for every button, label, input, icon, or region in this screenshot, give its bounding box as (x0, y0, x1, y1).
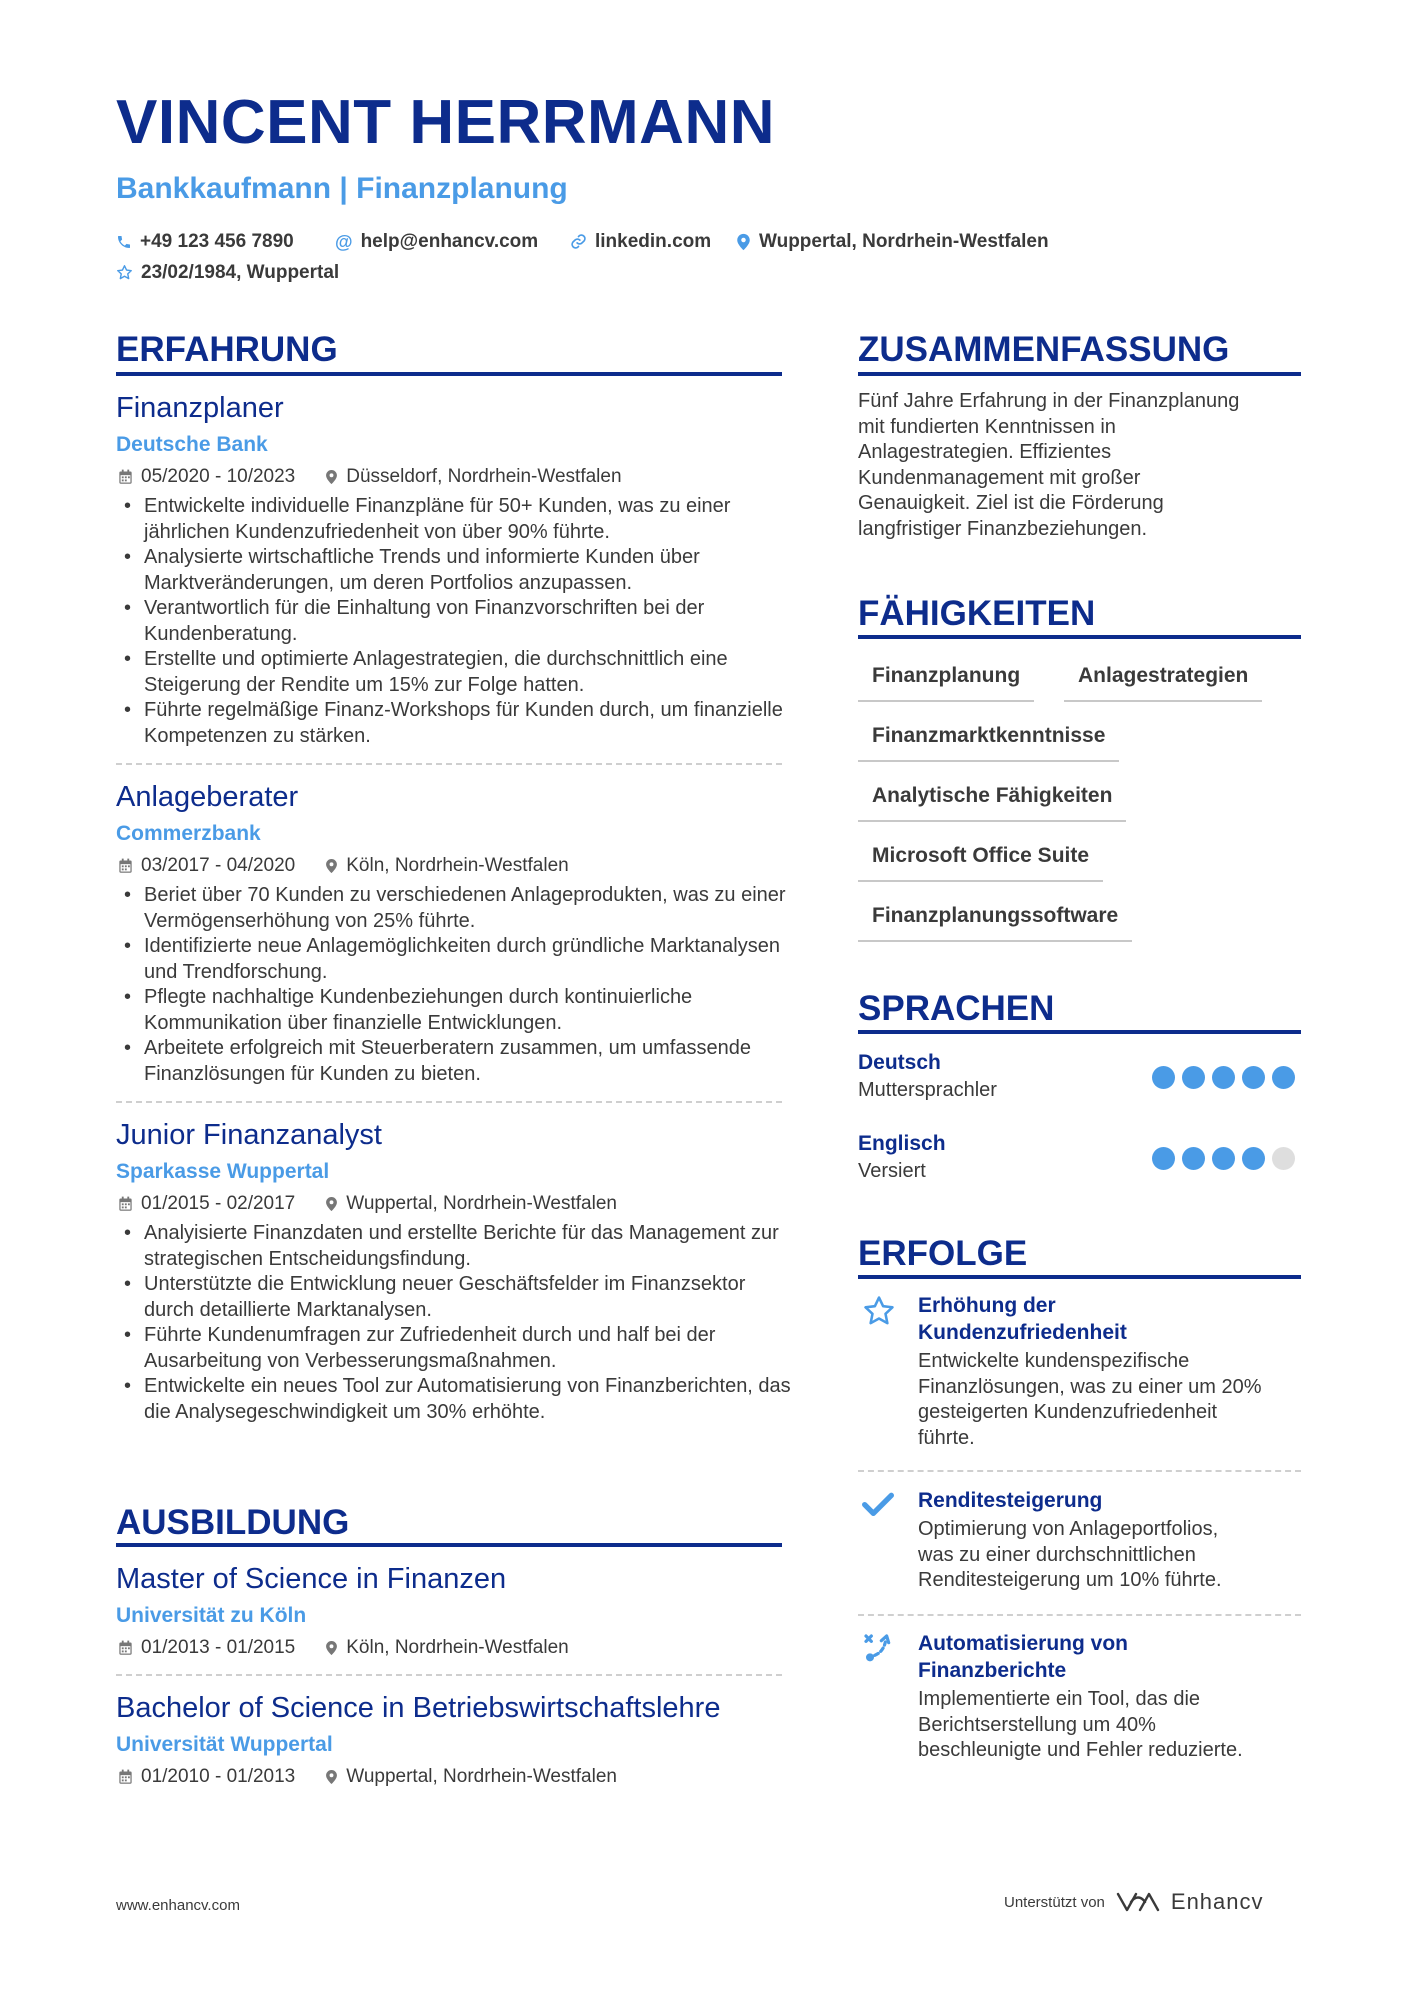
job-meta (118, 1194, 617, 1213)
bullet-item: • Arbeitete erfolgreich mit Steuerberatern zusammen, um umfassende Finanzlösungen für Kunden zu bieten. (116, 1036, 796, 1087)
degree-title: Bachelor of Science in Betriebswirtschaftslehre (116, 1692, 721, 1724)
phone-icon (116, 234, 132, 250)
star-icon (862, 1294, 896, 1328)
summary-line: langfristiger Finanzbeziehungen. (858, 517, 1148, 540)
achievement-text: Optimierung von Anlageportfolios, (918, 1518, 1219, 1540)
summary-rule (858, 372, 1301, 376)
experience-rule (116, 372, 782, 376)
rating-dot-filled (1242, 1066, 1265, 1089)
job-location: Düsseldorf, Nordrhein-Westfalen (346, 466, 622, 487)
map-pin-icon (325, 858, 338, 874)
enhancv-logo-icon (1115, 1890, 1161, 1914)
divider (116, 1674, 782, 1676)
job-title: Finanzplaner (116, 392, 284, 424)
experience-heading: ERFAHRUNG (116, 330, 338, 369)
rating-dot-filled (1182, 1066, 1205, 1089)
achievement-title: Renditesteigerung (918, 1489, 1103, 1512)
linkedin-text: linkedin.com (595, 231, 712, 252)
job-dates: 03/2017 - 04/2020 (141, 855, 296, 876)
language-name: Deutsch (858, 1051, 941, 1074)
skills-heading: FÄHIGKEITEN (858, 594, 1096, 633)
rating-dot-filled (1212, 1066, 1235, 1089)
bullet-item: • Pflegte nachhaltige Kundenbeziehungen durch kontinuierliche Kommunikation über finanzielle Entwicklungen. (116, 985, 796, 1036)
summary-line: Kundenmanagement mit großer (858, 466, 1141, 489)
calendar-icon (118, 1769, 133, 1785)
school-name: Universität Wuppertal (116, 1733, 333, 1756)
bullet-item: • Beriet über 70 Kunden zu verschiedenen Anlageprodukten, was zu einer Vermögenserhöhung von 25% führte. (116, 883, 796, 934)
achievement-text: was zu einer durchschnittlichen (918, 1543, 1196, 1566)
skill-tag: Finanzmarktkenntnisse (858, 725, 1119, 762)
at-icon: @ (335, 231, 353, 252)
job-bullets (116, 883, 796, 1087)
skill-tag: Finanzplanungssoftware (858, 905, 1132, 942)
language-rating (1152, 1066, 1295, 1089)
bullet-item: • Erstellte und optimierte Anlagestrategien, die durchschnittlich eine Steigerung der Rendite um 15% zur Folge hatten. (116, 647, 796, 698)
bullet-item: • Führte regelmäßige Finanz-Workshops für Kunden durch, um finanzielle Kompetenzen zu stärken. (116, 698, 796, 749)
job-dates: 05/2020 - 10/2023 (141, 466, 296, 487)
job-location: Wuppertal, Nordrhein-Westfalen (346, 1193, 617, 1214)
achievement-title: Erhöhung der (918, 1294, 1056, 1317)
bullet-item: • Entwickelte ein neues Tool zur Automatisierung von Finanzberichten, das die Analysegeschwindigkeit um 30% erhöhte. (116, 1374, 796, 1425)
summary-line: Fünf Jahre Erfahrung in der Finanzplanung (858, 390, 1240, 412)
contact-location (736, 232, 1049, 251)
bullet-item: • Verantwortlich für die Einhaltung von Finanzvorschriften bei der Kundenberatung. (116, 596, 796, 647)
contact-email[interactable] (335, 232, 538, 251)
achievements-heading: ERFOLGE (858, 1234, 1028, 1273)
education-location: Köln, Nordrhein-Westfalen (346, 1637, 569, 1658)
skill-tag: Anlagestrategien (1064, 665, 1262, 702)
achievement-text: beschleunigte und Fehler reduzierte. (918, 1739, 1243, 1761)
job-title: Anlageberater (116, 781, 299, 813)
job-bullets (116, 1221, 796, 1425)
calendar-icon (118, 1640, 133, 1656)
rating-dot-filled (1212, 1147, 1235, 1170)
job-location: Köln, Nordrhein-Westfalen (346, 855, 569, 876)
skill-tag: Analytische Fähigkeiten (858, 785, 1126, 822)
divider (858, 1470, 1301, 1472)
summary-line: mit fundierten Kenntnissen in (858, 415, 1116, 438)
location-text: Wuppertal, Nordrhein-Westfalen (759, 231, 1049, 252)
bullet-item: • Entwickelte individuelle Finanzpläne für 50+ Kunden, was zu einer jährlichen Kundenzufriedenheit von über 90% führte. (116, 494, 796, 545)
rating-dot-filled (1272, 1066, 1295, 1089)
brand-name: Enhancv (1170, 1889, 1264, 1914)
contact-birth (116, 263, 339, 282)
candidate-name: VINCENT HERRMANN (116, 88, 775, 157)
job-meta (118, 856, 569, 875)
languages-heading: SPRACHEN (858, 989, 1055, 1028)
divider (116, 763, 782, 765)
achievements-rule (858, 1275, 1301, 1279)
map-pin-icon (736, 233, 751, 251)
summary-text (858, 389, 1308, 542)
map-pin-icon (325, 1196, 338, 1212)
strategy-icon (862, 1632, 894, 1664)
education-meta (118, 1767, 617, 1786)
map-pin-icon (325, 1769, 338, 1785)
education-meta (118, 1638, 569, 1657)
link-icon (570, 233, 587, 250)
job-meta (118, 467, 622, 486)
education-rule (116, 1543, 782, 1547)
achievement-text: Entwickelte kundenspezifische (918, 1350, 1190, 1372)
map-pin-icon (325, 469, 338, 485)
birth-text: 23/02/1984, Wuppertal (141, 262, 340, 283)
phone-text: +49 123 456 7890 (140, 231, 294, 252)
job-title: Junior Finanzanalyst (116, 1119, 382, 1151)
rating-dot-filled (1182, 1147, 1205, 1170)
education-dates: 01/2013 - 01/2015 (141, 1637, 296, 1658)
achievement-item (918, 1487, 1308, 1594)
education-heading: AUSBILDUNG (116, 1503, 350, 1542)
job-company: Commerzbank (116, 822, 261, 845)
job-dates: 01/2015 - 02/2017 (141, 1193, 296, 1214)
education-dates: 01/2010 - 01/2013 (141, 1766, 296, 1787)
achievement-title: Kundenzufriedenheit (918, 1321, 1127, 1344)
achievement-item (918, 1292, 1308, 1451)
language-name: Englisch (858, 1132, 946, 1155)
skill-tag: Finanzplanung (858, 665, 1034, 702)
rating-dot-empty (1272, 1147, 1295, 1170)
achievement-text: Berichtserstellung um 40% (918, 1713, 1156, 1736)
divider (858, 1614, 1301, 1616)
powered-by-text: Unterstützt von (1004, 1893, 1105, 1911)
degree-title: Master of Science in Finanzen (116, 1563, 507, 1595)
languages-rule (858, 1030, 1301, 1034)
achievement-item (918, 1630, 1308, 1764)
job-company: Sparkasse Wuppertal (116, 1160, 330, 1183)
job-company: Deutsche Bank (116, 433, 268, 456)
skills-rule (858, 635, 1301, 639)
rating-dot-filled (1152, 1147, 1175, 1170)
star-outline-icon (116, 264, 133, 281)
job-bullets (116, 494, 796, 749)
checkmark-icon (862, 1490, 894, 1518)
achievement-text: führte. (918, 1426, 975, 1449)
candidate-title: Bankkaufmann | Finanzplanung (116, 172, 568, 205)
bullet-item: • Analyisierte Finanzdaten und erstellte Berichte für das Management zur strategischen Entscheidungsfindung. (116, 1221, 796, 1272)
skill-tag: Microsoft Office Suite (858, 845, 1103, 882)
divider (116, 1101, 782, 1103)
calendar-icon (118, 469, 133, 485)
rating-dot-filled (1242, 1147, 1265, 1170)
bullet-item: • Identifizierte neue Anlagemöglichkeiten durch gründliche Marktanalysen und Trendforschung. (116, 934, 796, 985)
contact-phone[interactable] (116, 232, 294, 251)
footer-url[interactable]: www.enhancv.com (116, 1897, 240, 1914)
contact-linkedin[interactable] (570, 232, 711, 251)
map-pin-icon (325, 1640, 338, 1656)
language-rating (1152, 1147, 1295, 1170)
achievement-title: Finanzberichte (918, 1659, 1067, 1682)
bullet-item: • Unterstützte die Entwicklung neuer Geschäftsfelder im Finanzsektor durch detaillierte Marktanalysen. (116, 1272, 796, 1323)
education-location: Wuppertal, Nordrhein-Westfalen (346, 1766, 617, 1787)
summary-heading: ZUSAMMENFASSUNG (858, 330, 1230, 369)
language-level: Versiert (858, 1160, 926, 1182)
language-level: Muttersprachler (858, 1079, 997, 1101)
school-name: Universität zu Köln (116, 1604, 307, 1627)
footer-branding (1004, 1889, 1264, 1915)
summary-line: Anlagestrategien. Effizientes (858, 441, 1112, 463)
rating-dot-filled (1152, 1066, 1175, 1089)
email-text: help@enhancv.com (360, 231, 539, 252)
calendar-icon (118, 858, 133, 874)
achievement-text: gesteigerten Kundenzufriedenheit (918, 1401, 1218, 1423)
summary-line: Genauigkeit. Ziel ist die Förderung (858, 492, 1164, 514)
achievement-text: Implementierte ein Tool, das die (918, 1688, 1201, 1710)
calendar-icon (118, 1196, 133, 1212)
achievement-text: Renditesteigerung um 10% führte. (918, 1569, 1222, 1591)
achievement-text: Finanzlösungen, was zu einer um 20% (918, 1375, 1262, 1398)
bullet-item: • Analysierte wirtschaftliche Trends und informierte Kunden über Marktveränderungen, um deren Portfolios anzupassen. (116, 545, 796, 596)
bullet-item: • Führte Kundenumfragen zur Zufriedenheit durch und half bei der Ausarbeitung von Verbesserungsmaßnahmen. (116, 1323, 796, 1374)
achievement-title: Automatisierung von (918, 1632, 1129, 1655)
